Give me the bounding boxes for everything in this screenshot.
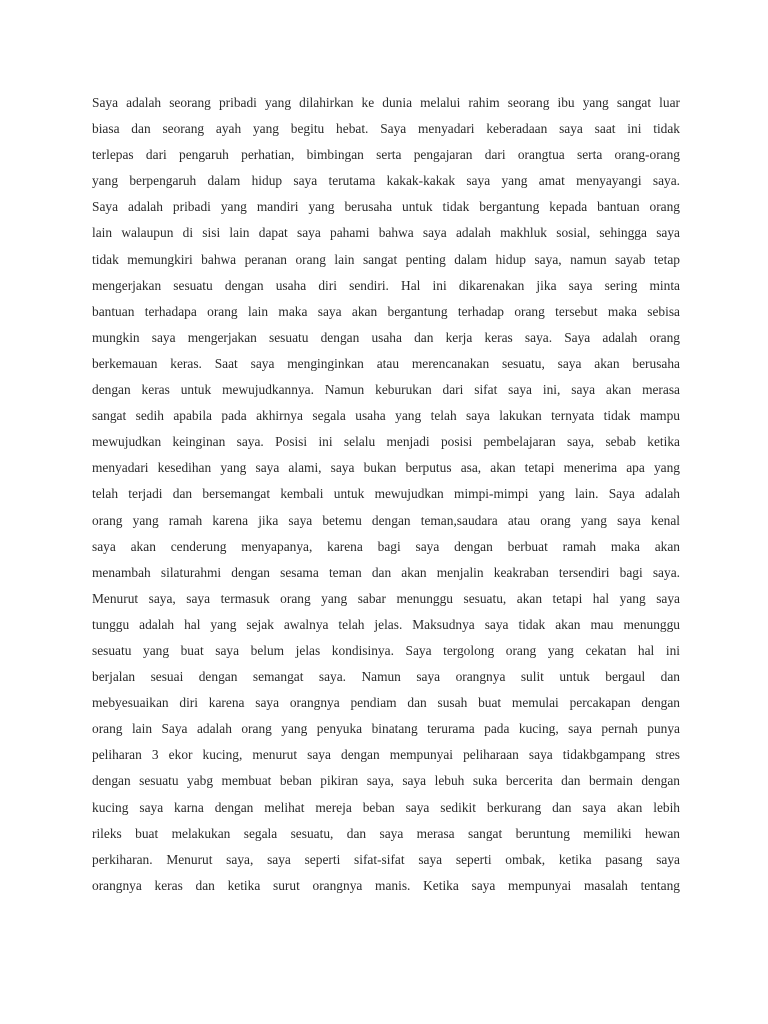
text-line: mebyesuaikan diri karena saya orangnya pendiam dan susah buat memulai percakapan dengan	[92, 695, 680, 711]
text-line: dengan sesuatu yabg membuat beban pikiran saya, saya lebuh suka bercerita dan bermain dengan	[92, 773, 680, 789]
text-line: mungkin saya mengerjakan sesuatu dengan usaha dan kerja keras saya. Saya adalah orang	[92, 329, 680, 345]
text-line: rileks buat melakukan segala sesuatu, dan saya merasa sangat beruntung memiliki hewan	[92, 825, 680, 841]
body-paragraph	[92, 90, 680, 899]
text-line: tunggu adalah hal yang sejak awalnya telah jelas. Maksudnya saya tidak akan mau menunggu	[92, 616, 680, 632]
text-line: peliharan 3 ekor kucing, menurut saya dengan mempunyai peliharaan saya tidakbgampang stres	[92, 747, 680, 763]
text-line: lain walaupun di sisi lain dapat saya pahami bahwa saya adalah makhluk sosial, sehingga saya	[92, 225, 680, 241]
text-line: saya akan cenderung menyapanya, karena bagi saya dengan berbuat ramah maka akan	[92, 538, 680, 554]
text-line: berkemauan keras. Saat saya menginginkan atau merencanakan sesuatu, saya akan berusaha	[92, 355, 680, 371]
text-line: kucing saya karna dengan melihat mereja beban saya sedikit berkurang dan saya akan lebih	[92, 799, 680, 815]
text-line: biasa dan seorang ayah yang begitu hebat. Saya menyadari keberadaan saya saat ini tidak	[92, 121, 680, 137]
text-line: bantuan terhadapa orang lain maka saya akan bergantung terhadap orang tersebut maka sebisa	[92, 303, 680, 319]
text-line: orangnya keras dan ketika surut orangnya manis. Ketika saya mempunyai masalah tentang	[92, 877, 680, 893]
text-line: orang lain Saya adalah orang yang penyuka binatang terurama pada kucing, saya pernah punya	[92, 721, 680, 737]
text-line: dengan keras untuk mewujudkannya. Namun keburukan dari sifat saya ini, saya akan merasa	[92, 382, 680, 398]
text-line: mengerjakan sesuatu dengan usaha diri sendiri. Hal ini dikarenakan jika saya sering minta	[92, 277, 680, 293]
text-line: perkiharan. Menurut saya, saya seperti sifat-sifat saya seperti ombak, ketika pasang saya	[92, 851, 680, 867]
text-line: sangat sedih apabila pada akhirnya segala usaha yang telah saya lakukan ternyata tidak mampu	[92, 408, 680, 424]
text-line: yang berpengaruh dalam hidup saya terutama kakak-kakak saya yang amat menyayangi saya.	[92, 173, 680, 189]
text-line: telah terjadi dan bersemangat kembali untuk mewujudkan mimpi-mimpi yang lain. Saya adalah	[92, 486, 680, 502]
text-line: sesuatu yang buat saya belum jelas kondisinya. Saya tergolong orang yang cekatan hal ini	[92, 642, 680, 658]
text-line: Menurut saya, saya termasuk orang yang sabar menunggu sesuatu, akan tetapi hal yang saya	[92, 590, 680, 606]
text-line: Saya adalah seorang pribadi yang dilahirkan ke dunia melalui rahim seorang ibu yang sangat luar	[92, 95, 680, 110]
text-line: menyadari kesedihan yang saya alami, saya bukan berputus asa, akan tetapi menerima apa yang	[92, 460, 680, 476]
text-line: menambah silaturahmi dengan sesama teman dan akan menjalin keakraban tersendiri bagi saya.	[92, 564, 680, 580]
text-line: Saya adalah pribadi yang mandiri yang berusaha untuk tidak bergantung kepada bantuan orang	[92, 199, 680, 215]
text-line: tidak memungkiri bahwa peranan orang lain sangat penting dalam hidup saya, namun sayab tetap	[92, 251, 680, 267]
text-line: orang yang ramah karena jika saya betemu dengan teman,saudara atau orang yang saya kenal	[92, 512, 680, 528]
text-line: terlepas dari pengaruh perhatian, bimbingan serta pengajaran dari orangtua serta orang-orang	[92, 147, 680, 163]
text-line: mewujudkan keinginan saya. Posisi ini selalu menjadi posisi pembelajaran saya, sebab ketika	[92, 434, 680, 450]
text-line: berjalan sesuai dengan semangat saya. Namun saya orangnya sulit untuk bergaul dan	[92, 669, 680, 685]
